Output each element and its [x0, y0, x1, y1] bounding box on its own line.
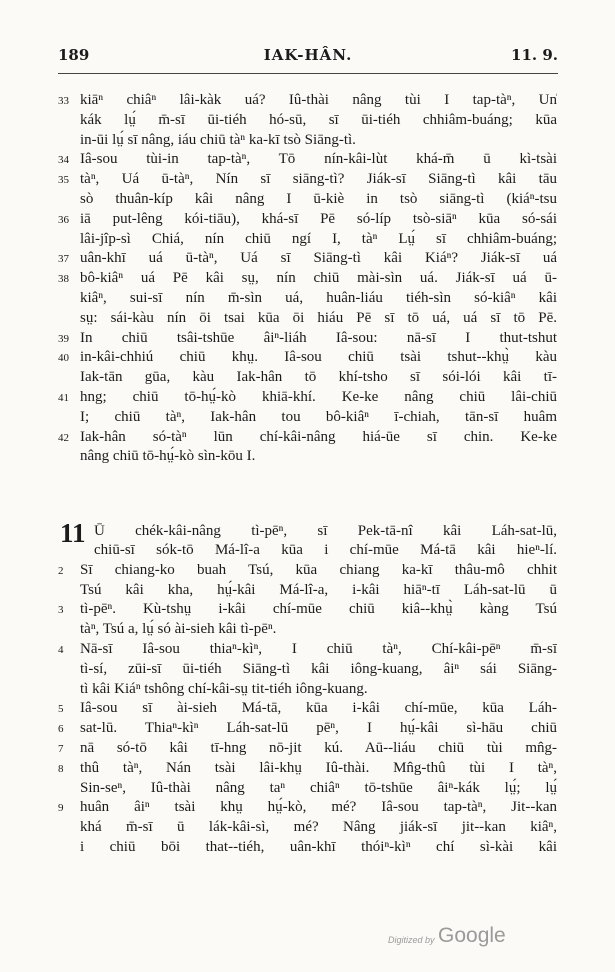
- text-line: tàⁿ, Uá ū-tàⁿ, Nín sī siāng-tì? Jiák-sī Siāng-tì kâi tāu: [80, 171, 557, 188]
- chapter-verse-reference: 11. 9.: [511, 46, 558, 64]
- text-line: tì-pēⁿ. Kù-tshṳ i-kâi chí-mūe chiū kiâ--khṳ̀ kàng Tsú: [80, 601, 557, 618]
- text-line: Iak-hân só-tàⁿ lūn chí-kâi-nâng hiá-ūe sī chin. Ke-ke: [80, 428, 557, 445]
- chapter-number: 11: [60, 518, 86, 548]
- text-line: in-ūi lṳ́ sī nâng, iáu chiū tàⁿ ka-kī tsò Siāng-tì.: [80, 131, 356, 148]
- text-line: uân-khī uá ū-tàⁿ, Uá sī Siāng-tì kâi Kiáⁿ? Jiák-sī uá: [80, 250, 557, 267]
- text-line: i chiū bōi that--tiéh, uân-khī thóiⁿ-kìⁿ chí sì-kài kâi: [80, 839, 557, 855]
- text-line: Iâ-sou sī ài-sieh Má-tā, kūa i-kâi chí-mūe, kūa Láh-: [80, 700, 557, 717]
- verse-number: 2: [58, 564, 64, 577]
- verse-number: 38: [58, 273, 69, 286]
- verse-number: 8: [58, 762, 64, 775]
- verse-number: 42: [58, 431, 69, 444]
- text-line: lâi-jîp-sì Chiá, nín chiū ngí I, tàⁿ Lṳ́ sī chhiâm-buáng;: [80, 230, 557, 247]
- verse-number: 34: [58, 154, 69, 167]
- google-logo-text: Google: [438, 924, 506, 947]
- verse-number: 5: [58, 703, 64, 716]
- text-line: sṳ: sái-kàu nín ōi tsai kūa ōi hiáu Pē sī tō uá, uá sī tō Pē.: [80, 309, 557, 326]
- verse-number: 39: [58, 332, 69, 345]
- text-line: In chiū tsâi-tshūe âiⁿ-liáh Iâ-sou: nā-sī I thut-tshut: [80, 329, 557, 346]
- text-line: sat-lū. Thiaⁿ-kìⁿ Láh-sat-lū pēⁿ, I hṳ́-kâi sì-hāu chiū: [80, 720, 557, 737]
- verse-number: 35: [58, 174, 69, 187]
- verse-number: 40: [58, 352, 69, 365]
- text-line: tì-sí, zūi-sī ūi-tiéh Siāng-tì kâi iông-kuang, âiⁿ sái Siāng-: [80, 660, 557, 677]
- text-line: khá m̄-sī ū lák-kâi-sì, mé? Nâng jiák-sī jit--kan kiâⁿ,: [80, 819, 557, 836]
- verse-number: 6: [58, 723, 64, 736]
- running-title: IAK-HÂN.: [263, 46, 353, 64]
- text-line: in-kâi-chhiú chiū khṳ. Iâ-sou chiū tsài tshut--khṳ̀ kàu: [80, 349, 557, 366]
- text-line: Tsú kâi kha, hṳ́-kâi Má-lî-a, i-kâi hiāⁿ-tī Láh-sat-lū ū: [80, 581, 557, 598]
- text-line: kák lṳ́ m̄-sī ūi-tiéh hó-sū, sī ūi-tiéh chhiâm-buáng; kūa: [80, 111, 557, 128]
- digitization-watermark: [388, 924, 528, 952]
- text-line: hng; chiū tō-hṳ́-kò khiā-khí. Ke-ke nâng chiū lâi-chiū: [80, 389, 557, 405]
- text-line: Sī chiang-ko buah Tsú, kūa chiang ka-kī thâu-mô chhit: [80, 561, 557, 578]
- text-line: huân âiⁿ tsài khṳ hṳ́-kò, mé? Iâ-sou tap-tàⁿ, Jit--kan: [80, 799, 557, 816]
- verse-number: 36: [58, 213, 69, 226]
- running-header: [58, 46, 558, 68]
- verse-number: 33: [58, 95, 69, 107]
- verse-number: 37: [58, 253, 69, 266]
- text-line: Iak-tān gūa, kàu Iak-hân tō khí-tsho sī sói-lói kâi tī-: [80, 369, 557, 386]
- text-line: chiū-sī sók-tō Má-lî-a kūa i chí-mūe Má-tā kâi hieⁿ-lí.: [94, 542, 557, 558]
- text-line: Sin-seⁿ, Iû-thài nâng taⁿ chiâⁿ tō-tshūe âiⁿ-kák lṳ́; lṳ́: [80, 779, 557, 796]
- text-line: Ū chék-kâi-nâng tì-pēⁿ, sī Pek-tā-nî kâi Láh-sat-lū,: [94, 523, 557, 539]
- page-number: 189: [58, 46, 90, 64]
- text-line: Iâ-sou tùi-in tap-tàⁿ, Tō nín-kâi-lùt khá-m̄ ū kì-tsài: [80, 151, 557, 168]
- verse-number: 41: [58, 392, 69, 404]
- digitized-by-text: Digitized by: [388, 935, 435, 945]
- verse-number: 9: [58, 802, 64, 815]
- text-line: sò thuân-kíp kâi nâng I ū-kiè in tsò siāng-tì (kiáⁿ-tsu: [80, 191, 557, 207]
- text-line: tàⁿ, Tsú a, lṳ́ só ài-sieh kâi tì-pēⁿ.: [80, 621, 277, 638]
- verse-number: 7: [58, 743, 64, 755]
- text-line: nā só-tō kâi tī-hng nō-jit kú. Aū--liáu chiū tùi mn̂g-: [80, 740, 557, 756]
- text-line: nâng chiū tō-hṳ́-kò sìn-kōu I.: [80, 448, 256, 465]
- text-line: kiāⁿ chiâⁿ lâi-kàk uá? Iû-thài nâng tùi I tap-tàⁿ, Un̍: [80, 92, 557, 108]
- text-line: I; chiū tàⁿ, Iak-hân tou bô-kiâⁿ ī-chiah, tān-sī huâm: [80, 408, 557, 425]
- verse-number: 3: [58, 604, 64, 617]
- verse-number: 4: [58, 644, 64, 656]
- header-rule: [58, 73, 558, 74]
- text-line: kiâⁿ, sui-sī nín m̄-sìn uá, huân-liáu tiéh-sìn só-kiâⁿ kâi: [80, 290, 557, 306]
- text-line: thû tàⁿ, Nán tsài lâi-khṳ Iû-thài. Mn̂g-thû tùi I tàⁿ,: [80, 759, 557, 776]
- text-line: bô-kiâⁿ uá Pē kâi sṳ, nín chiū mài-sìn uá. Jiák-sī uá ū-: [80, 270, 557, 287]
- text-line: Nā-sī Iâ-sou thiaⁿ-kìⁿ, I chiū tàⁿ, Chí-kâi-pēⁿ m̄-sī: [80, 641, 557, 657]
- text-line: iā put-lêng kói-tiāu), khá-sī Pē só-líp tsò-siāⁿ kūa só-sái: [80, 210, 557, 227]
- text-line: tì kâi Kiáⁿ tshông chí-kâi-sṳ tit-tiéh iông-kuang.: [80, 680, 368, 697]
